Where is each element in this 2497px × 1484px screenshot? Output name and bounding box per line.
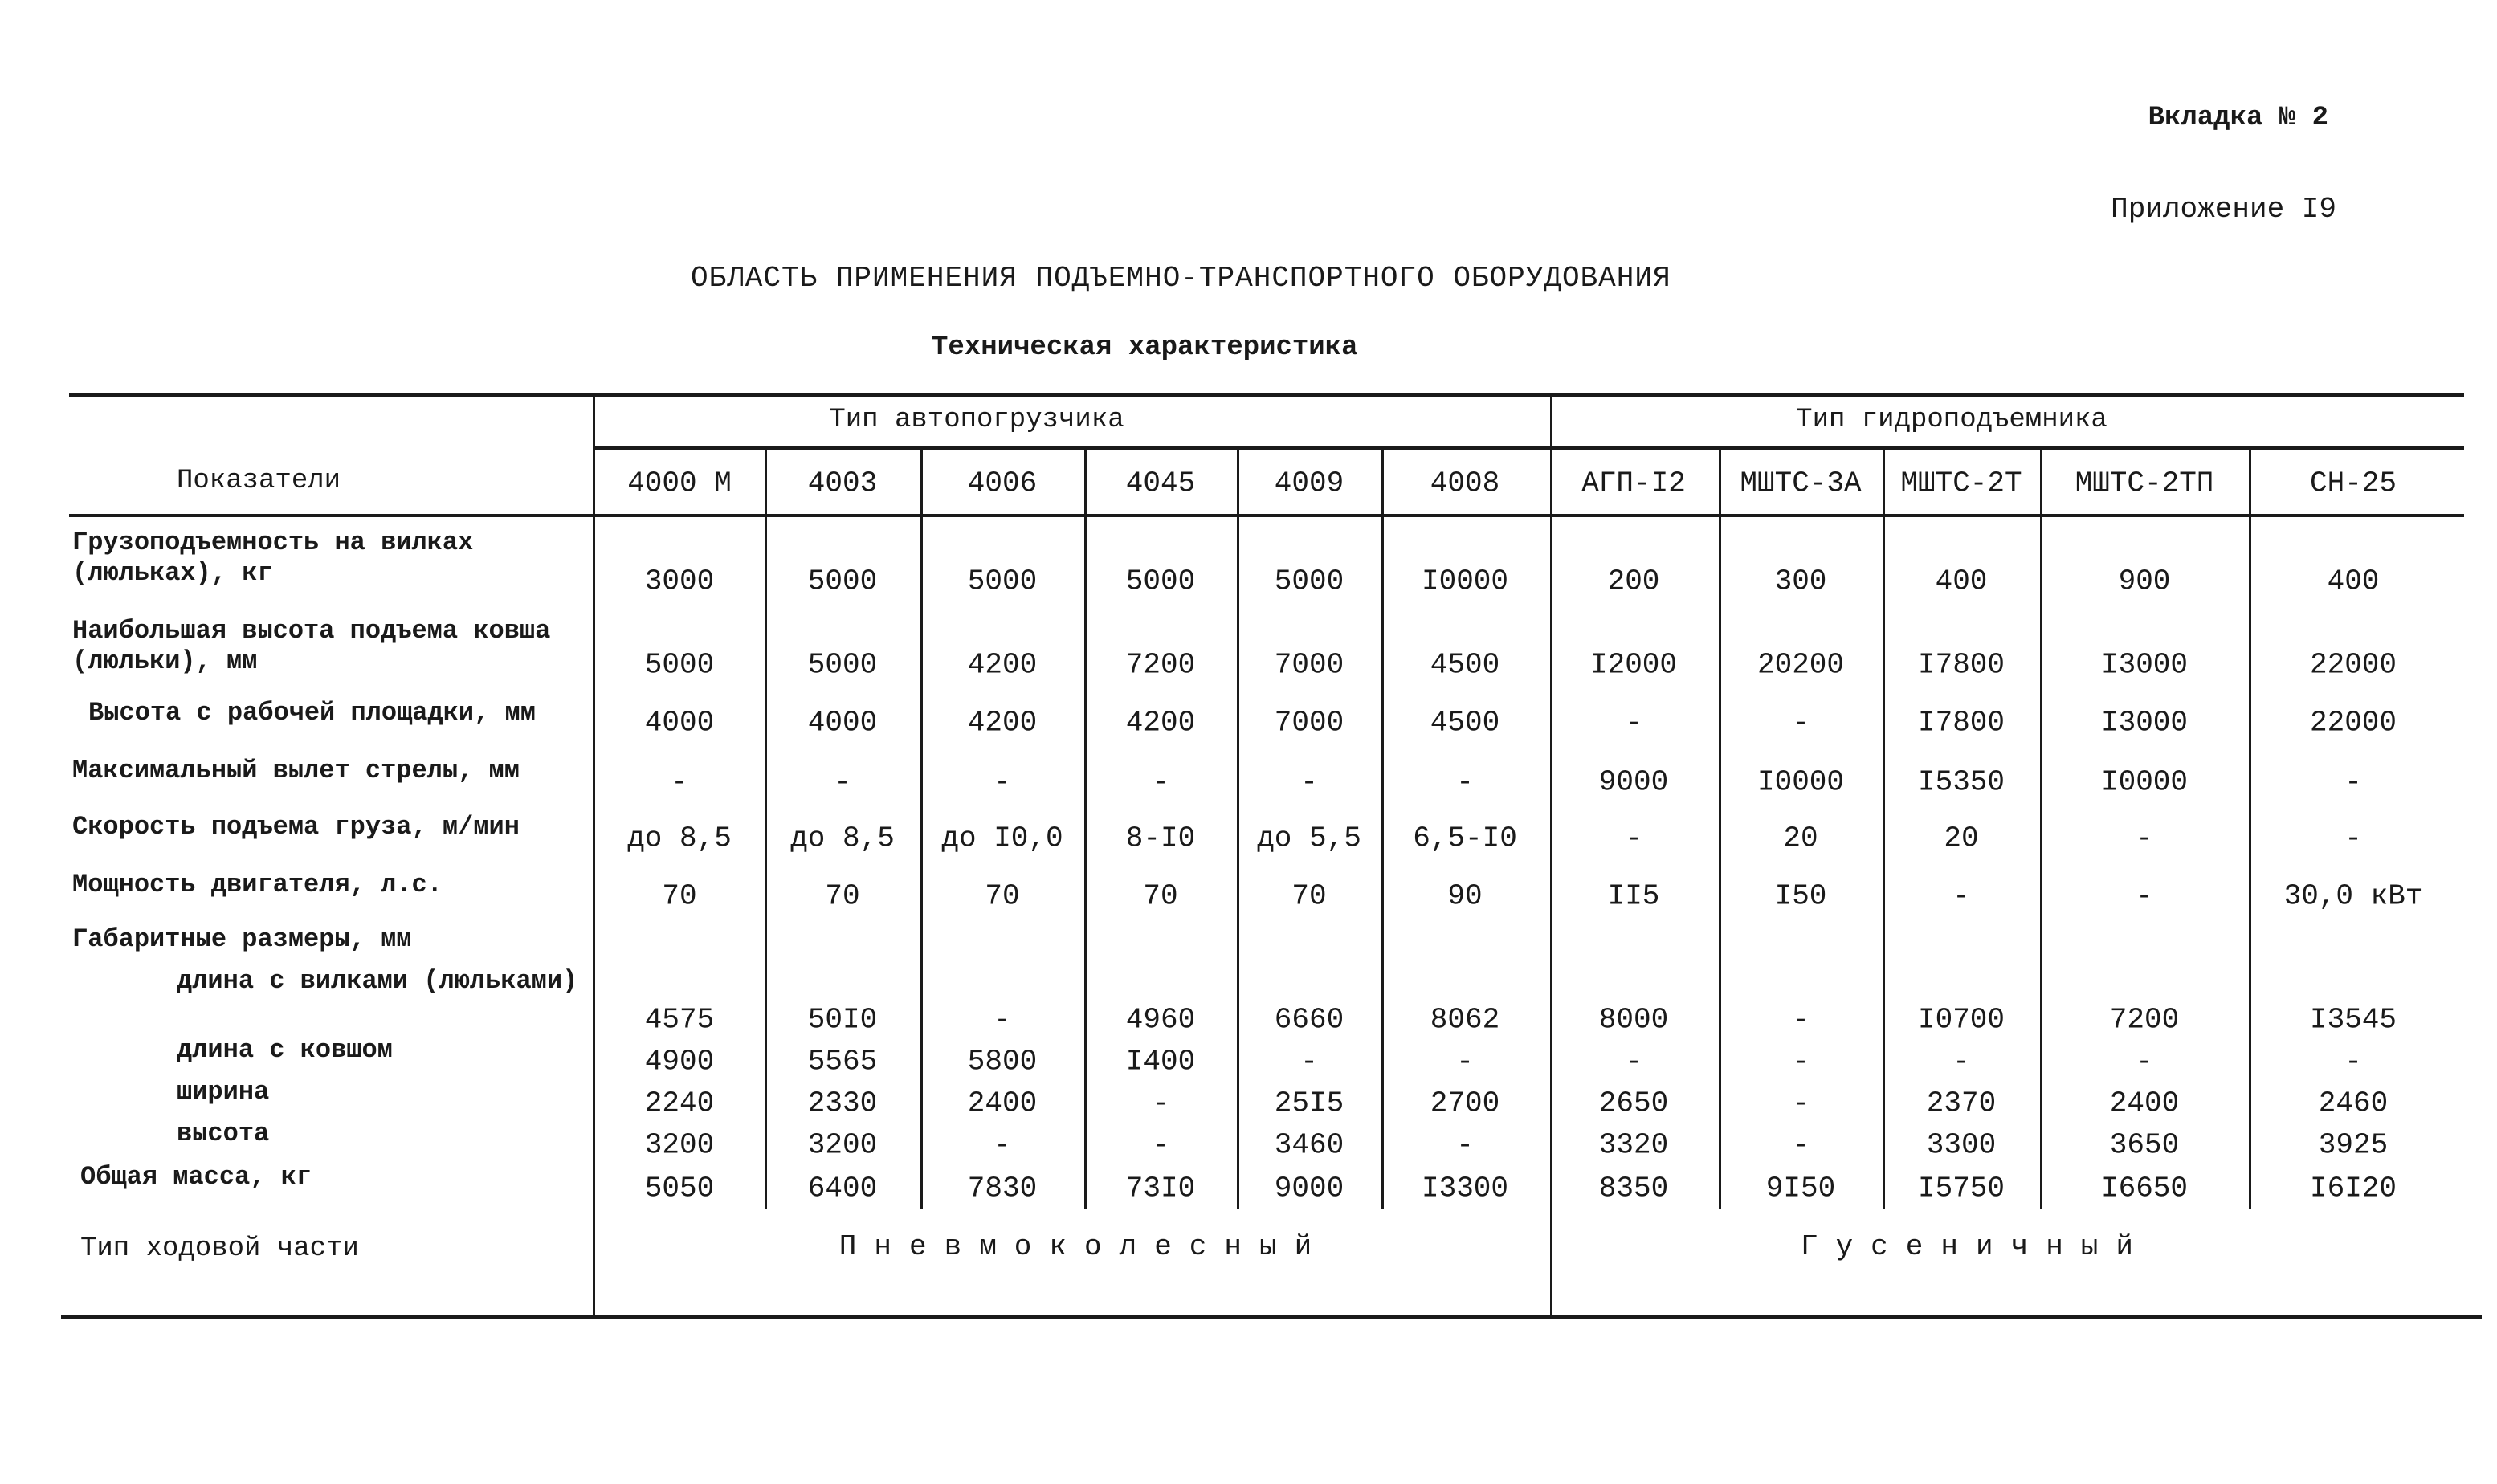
- table-cell: 5565: [807, 1045, 878, 1078]
- table-cell: до 5,5: [1257, 822, 1361, 855]
- table-cell: I0000: [1756, 765, 1845, 799]
- table-cell: 3000: [644, 565, 715, 598]
- document-title: ОБЛАСТЬ ПРИМЕНЕНИЯ ПОДЪЕМНО-ТРАНСПОРТНОГО ОБОРУДОВАНИЯ: [691, 262, 1671, 295]
- row-label: Максимальный вылет стрелы, мм: [72, 756, 520, 785]
- table-cell: 70: [985, 879, 1020, 913]
- table-cell: 5000: [807, 565, 878, 598]
- table-cell: 4500: [1430, 648, 1500, 682]
- table-cell: 20: [1783, 822, 1818, 855]
- table-cell: 4960: [1125, 1003, 1196, 1037]
- table-cell: 8062: [1430, 1003, 1500, 1037]
- row-label: длина с ковшом: [177, 1035, 393, 1065]
- table-cell: -: [1792, 706, 1810, 740]
- vrule-column: [1719, 446, 1721, 1209]
- table-cell: I0000: [1421, 565, 1509, 598]
- table-cell: 4200: [1125, 706, 1196, 740]
- table-cell: 400: [2327, 565, 2380, 598]
- table-cell: -: [2136, 1045, 2153, 1078]
- table-cell: 9I50: [1765, 1172, 1836, 1205]
- table-cell: 4500: [1430, 706, 1500, 740]
- vrule-column: [1084, 446, 1087, 1209]
- table-cell: 5000: [1125, 565, 1196, 598]
- row-label: длина с вилками (люльками): [177, 966, 578, 996]
- table-cell: I7800: [1917, 648, 2005, 682]
- table-cell: 73I0: [1125, 1172, 1196, 1205]
- table-cell: 2400: [2109, 1086, 2180, 1120]
- table-cell: I6I20: [2309, 1172, 2397, 1205]
- table-cell: I2000: [1589, 648, 1678, 682]
- vrule-column: [2249, 446, 2251, 1209]
- group-forklift-header: Тип автопогрузчика: [829, 405, 1124, 435]
- table-cell: до 8,5: [790, 822, 895, 855]
- table-cell: -: [993, 765, 1011, 799]
- table-cell: 5000: [807, 648, 878, 682]
- column-header: 4003: [807, 467, 878, 500]
- table-cell: 400: [1935, 565, 1988, 598]
- table-cell: -: [993, 1128, 1011, 1162]
- table-cell: 5050: [644, 1172, 715, 1205]
- table-cell: 900: [2118, 565, 2171, 598]
- table-cell: I50: [1774, 879, 1827, 913]
- table-cell: 7000: [1274, 648, 1344, 682]
- table-top-rule: [69, 393, 2464, 397]
- table-cell: 20: [1944, 822, 1979, 855]
- table-cell: I5350: [1917, 765, 2005, 799]
- indicators-header: Показатели: [177, 466, 341, 496]
- table-cell: -: [1792, 1045, 1810, 1078]
- table-cell: I0700: [1917, 1003, 2005, 1037]
- table-cell: 9000: [1598, 765, 1669, 799]
- row-label: Общая масса, кг: [80, 1162, 312, 1192]
- table-cell: -: [1152, 1128, 1169, 1162]
- column-header: 4000 М: [627, 467, 732, 500]
- table-cell: 6,5-I0: [1413, 822, 1517, 855]
- table-cell: -: [1792, 1086, 1810, 1120]
- column-header: 4045: [1125, 467, 1196, 500]
- table-cell: 200: [1607, 565, 1660, 598]
- column-header: 4009: [1274, 467, 1344, 500]
- table-cell: 3200: [644, 1128, 715, 1162]
- table-cell: -: [1792, 1003, 1810, 1037]
- table-cell: -: [1792, 1128, 1810, 1162]
- table-cell: -: [2136, 879, 2153, 913]
- column-header: АГП-I2: [1581, 467, 1686, 500]
- row-label: Мощность двигателя, л.с.: [72, 870, 443, 899]
- table-cell: 3460: [1274, 1128, 1344, 1162]
- table-cell: 2370: [1926, 1086, 1997, 1120]
- table-cell: I0000: [2100, 765, 2189, 799]
- table-cell: 20200: [1756, 648, 1845, 682]
- table-cell: -: [1952, 1045, 1970, 1078]
- table-cell: 8000: [1598, 1003, 1669, 1037]
- group-lift-header: Тип гидроподъемника: [1796, 405, 2107, 435]
- table-cell: 9000: [1274, 1172, 1344, 1205]
- vrule-column: [765, 446, 767, 1209]
- vrule-column: [2040, 446, 2042, 1209]
- table-cell: -: [993, 1003, 1011, 1037]
- table-cell: -: [2136, 822, 2153, 855]
- table-cell: 8-I0: [1125, 822, 1196, 855]
- table-cell: 7830: [967, 1172, 1038, 1205]
- group-header-rule: [594, 446, 2464, 450]
- table-cell: -: [1456, 1128, 1474, 1162]
- table-cell: 3925: [2318, 1128, 2389, 1162]
- chassis-lift: Гусеничный: [1800, 1230, 2152, 1263]
- table-cell: -: [1625, 1045, 1642, 1078]
- chassis-label: Тип ходовой части: [80, 1233, 359, 1264]
- column-header-rule: [69, 514, 2464, 517]
- table-cell: -: [1300, 1045, 1318, 1078]
- table-cell: I400: [1125, 1045, 1196, 1078]
- table-cell: -: [2344, 765, 2362, 799]
- table-cell: II5: [1607, 879, 1660, 913]
- table-cell: 70: [662, 879, 697, 913]
- row-label: Наибольшая высота подъема ковша (люльки), мм: [72, 616, 551, 676]
- table-cell: I3545: [2309, 1003, 2397, 1037]
- table-cell: 6400: [807, 1172, 878, 1205]
- table-cell: 2400: [967, 1086, 1038, 1120]
- table-cell: 90: [1447, 879, 1483, 913]
- table-cell: 2700: [1430, 1086, 1500, 1120]
- row-label: ширина: [177, 1077, 270, 1107]
- table-cell: I7800: [1917, 706, 2005, 740]
- table-cell: 2460: [2318, 1086, 2389, 1120]
- table-cell: 7200: [1125, 648, 1196, 682]
- row-label: Габаритные размеры, мм: [72, 924, 412, 954]
- chassis-forklift: Пневмоколесный: [838, 1230, 1330, 1263]
- table-cell: 22000: [2309, 648, 2397, 682]
- table-cell: 7200: [2109, 1003, 2180, 1037]
- appendix-number: Приложение I9: [2111, 193, 2336, 226]
- table-cell: I3000: [2100, 706, 2189, 740]
- table-cell: -: [1300, 765, 1318, 799]
- table-cell: 8350: [1598, 1172, 1669, 1205]
- table-cell: до 8,5: [627, 822, 732, 855]
- table-cell: 7000: [1274, 706, 1344, 740]
- vrule-group-split: [1550, 393, 1552, 1315]
- table-cell: 3320: [1598, 1128, 1669, 1162]
- table-cell: 5800: [967, 1045, 1038, 1078]
- table-cell: 3200: [807, 1128, 878, 1162]
- table-cell: 4000: [807, 706, 878, 740]
- column-header: МШТС-2ТП: [2075, 467, 2214, 500]
- column-header: 4006: [967, 467, 1038, 500]
- table-cell: 22000: [2309, 706, 2397, 740]
- table-cell: 50I0: [807, 1003, 878, 1037]
- table-cell: 4200: [967, 648, 1038, 682]
- table-cell: I3300: [1421, 1172, 1509, 1205]
- table-cell: I5750: [1917, 1172, 2005, 1205]
- table-cell: 300: [1774, 565, 1827, 598]
- column-header: МШТС-2Т: [1900, 467, 2022, 500]
- vrule-column: [920, 446, 923, 1209]
- vrule-column: [1381, 446, 1384, 1209]
- table-cell: 70: [1143, 879, 1178, 913]
- table-cell: 4000: [644, 706, 715, 740]
- document-subtitle: Техническая характеристика: [932, 332, 1358, 363]
- vrule-column: [1883, 446, 1885, 1209]
- column-header: 4008: [1430, 467, 1500, 500]
- table-cell: -: [671, 765, 688, 799]
- table-cell: -: [1152, 765, 1169, 799]
- vrule-column: [1237, 446, 1239, 1209]
- table-cell: 5000: [644, 648, 715, 682]
- table-cell: 2650: [1598, 1086, 1669, 1120]
- table-cell: 2330: [807, 1086, 878, 1120]
- table-cell: -: [834, 765, 851, 799]
- column-header: МШТС-3А: [1740, 467, 1862, 500]
- table-cell: 70: [825, 879, 860, 913]
- row-label: Грузоподъемность на вилках (люльках), кг: [72, 528, 474, 588]
- table-cell: 3650: [2109, 1128, 2180, 1162]
- table-cell: I6650: [2100, 1172, 2189, 1205]
- row-label: Высота с рабочей площадки, мм: [88, 698, 536, 728]
- table-bottom-rule: [61, 1315, 2482, 1319]
- table-cell: -: [1625, 706, 1642, 740]
- table-cell: 4575: [644, 1003, 715, 1037]
- vrule-left: [593, 393, 595, 1315]
- table-cell: -: [1456, 1045, 1474, 1078]
- table-cell: 25I5: [1274, 1086, 1344, 1120]
- table-cell: до I0,0: [941, 822, 1063, 855]
- column-header: СН-25: [2309, 467, 2397, 500]
- table-cell: 4900: [644, 1045, 715, 1078]
- table-cell: -: [1456, 765, 1474, 799]
- table-cell: 6660: [1274, 1003, 1344, 1037]
- table-cell: 30,0 кВт: [2283, 879, 2423, 913]
- row-label: высота: [177, 1119, 270, 1148]
- table-cell: -: [1952, 879, 1970, 913]
- table-cell: I3000: [2100, 648, 2189, 682]
- table-cell: -: [1152, 1086, 1169, 1120]
- table-cell: -: [1625, 822, 1642, 855]
- table-cell: 70: [1291, 879, 1327, 913]
- table-cell: -: [2344, 1045, 2362, 1078]
- table-cell: -: [2344, 822, 2362, 855]
- row-label: Скорость подъема груза, м/мин: [72, 812, 520, 842]
- table-cell: 2240: [644, 1086, 715, 1120]
- table-cell: 3300: [1926, 1128, 1997, 1162]
- table-cell: 5000: [967, 565, 1038, 598]
- table-cell: 5000: [1274, 565, 1344, 598]
- table-cell: 4200: [967, 706, 1038, 740]
- insert-number: Вкладка № 2: [2148, 103, 2328, 133]
